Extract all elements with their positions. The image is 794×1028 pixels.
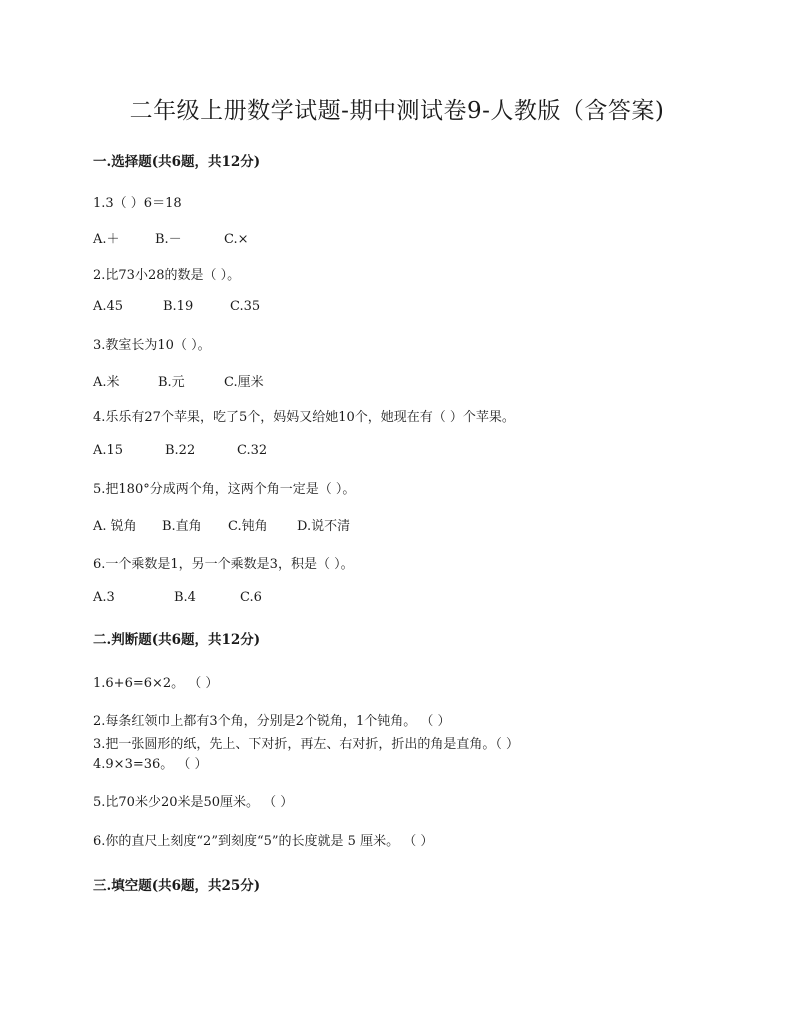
option-a: A.＋ bbox=[93, 232, 120, 247]
option-c: C.厘米 bbox=[224, 375, 264, 390]
question-1-3: 3.教室长为10（ ）。 bbox=[93, 338, 211, 353]
option-c: C.6 bbox=[240, 590, 262, 605]
option-c: C.32 bbox=[237, 443, 268, 458]
question-1-6: 6.一个乘数是1，另一个乘数是3，积是（ ）。 bbox=[93, 557, 354, 572]
question-1-5: 5.把180°分成两个角，这两个角一定是（ ）。 bbox=[93, 482, 356, 497]
question-2-6: 6.你的直尺上刻度“2”到刻度“5”的长度就是 5 厘米。 （ ） bbox=[93, 834, 434, 849]
question-2-5: 5.比70米少20米是50厘米。 （ ） bbox=[93, 795, 294, 810]
question-2-2: 2.每条红领巾上都有3个角，分别是2个锐角，1个钝角。 （ ） bbox=[93, 714, 451, 729]
question-1-4-options bbox=[93, 443, 267, 458]
question-1-5-options bbox=[93, 515, 350, 534]
question-2-1: 1.6+6=6×2。 （ ） bbox=[93, 676, 219, 691]
section-heading-choice: 一.选择题(共6题，共12分) bbox=[93, 154, 261, 170]
option-a: A.15 bbox=[93, 443, 124, 458]
option-a: A. 锐角 bbox=[93, 519, 137, 534]
section-heading-fill-in: 三.填空题(共6题，共25分) bbox=[93, 878, 261, 894]
option-b: B.19 bbox=[163, 299, 194, 314]
option-b: B.22 bbox=[165, 443, 196, 458]
document-title: 二年级上册数学试题-期中测试卷9-人教版（含答案) bbox=[129, 98, 665, 124]
option-a: A.3 bbox=[93, 590, 115, 605]
question-1-4: 4.乐乐有27个苹果，吃了5个，妈妈又给她10个，她现在有（ ）个苹果。 bbox=[93, 410, 515, 425]
question-1-1: 1.3（ ）6＝18 bbox=[93, 196, 182, 211]
option-c: C.35 bbox=[230, 299, 261, 314]
question-1-2-options bbox=[93, 299, 260, 314]
question-1-2: 2.比73小28的数是（ ）。 bbox=[93, 268, 241, 283]
option-d: D.说不清 bbox=[297, 519, 351, 534]
question-1-3-options bbox=[93, 371, 264, 390]
question-1-1-options bbox=[93, 228, 249, 247]
section-heading-judgement: 二.判断题(共6题，共12分) bbox=[93, 632, 261, 648]
option-b: B.4 bbox=[174, 590, 196, 605]
question-1-6-options bbox=[93, 590, 262, 605]
option-b: B.－ bbox=[155, 232, 182, 247]
option-b: B.直角 bbox=[162, 519, 202, 534]
option-c: C.钝角 bbox=[228, 519, 268, 534]
option-a: A.45 bbox=[93, 299, 124, 314]
option-c: C.× bbox=[224, 232, 249, 247]
question-2-4: 4.9×3=36。 （ ） bbox=[93, 757, 208, 772]
option-a: A.米 bbox=[93, 375, 120, 390]
question-2-3: 3.把一张圆形的纸，先上、下对折，再左、右对折，折出的角是直角。（ ） bbox=[93, 737, 520, 752]
option-b: B.元 bbox=[158, 375, 185, 390]
